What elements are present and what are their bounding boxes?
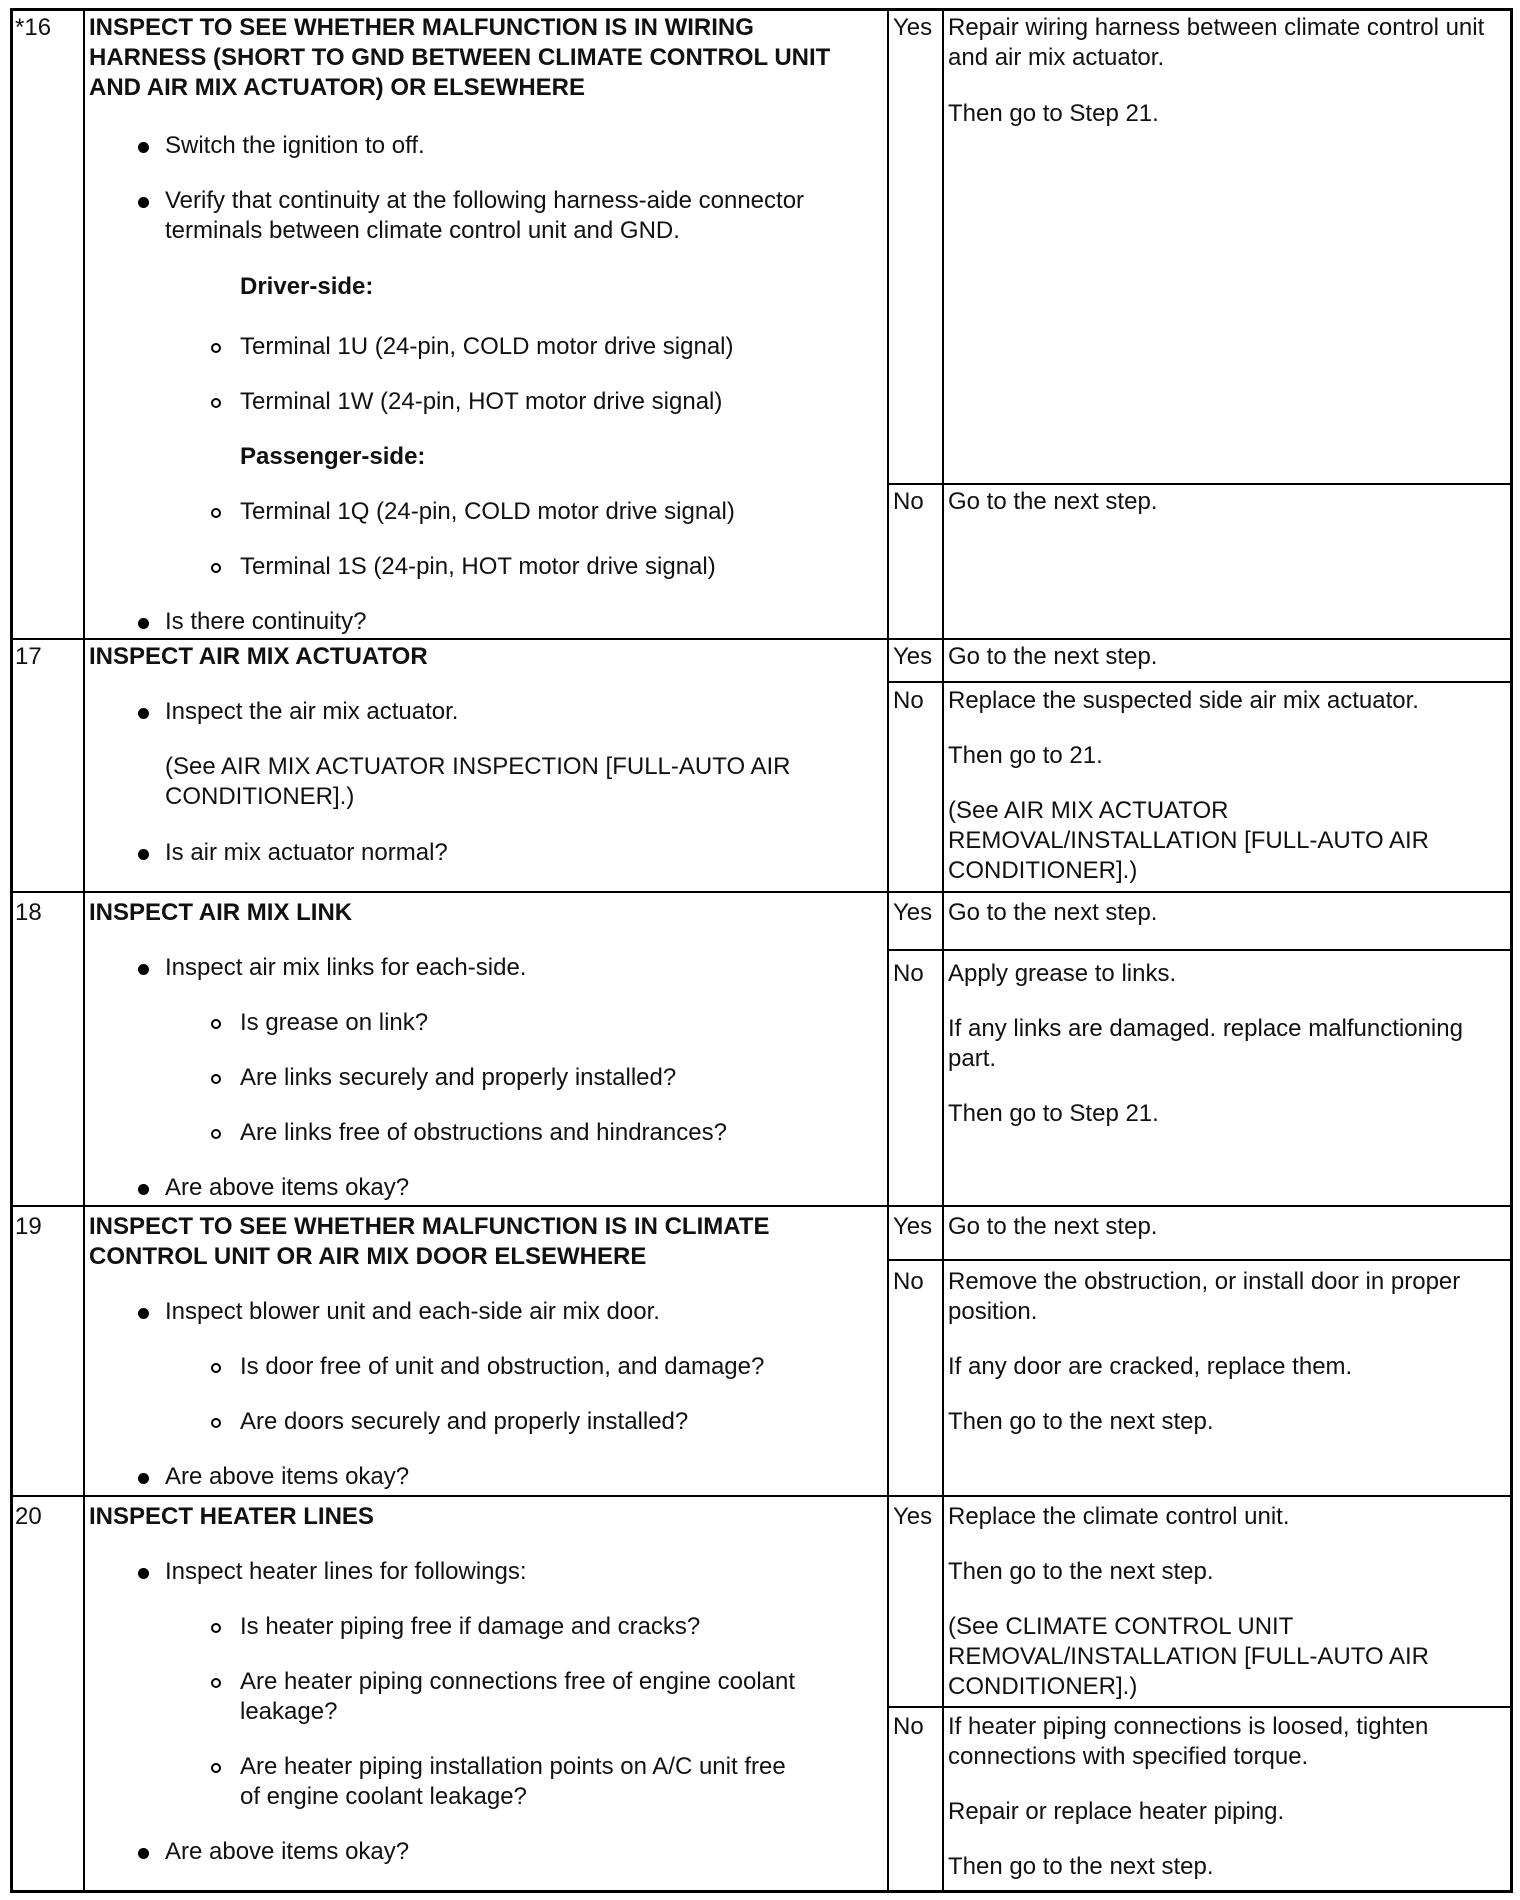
- bullet-icon: [138, 849, 149, 860]
- circle-bullet-icon: [211, 1074, 221, 1084]
- no-action: Remove the obstruction, or install door in proper: [948, 1268, 1461, 1295]
- bullet-icon: [138, 618, 149, 629]
- no-label: No: [893, 488, 924, 515]
- circle-bullet-icon: [211, 1418, 221, 1428]
- step-title: INSPECT AIR MIX ACTUATOR: [89, 643, 428, 670]
- step-number: 17: [15, 643, 42, 670]
- check-item: Are heater piping installation points on A/C unit free: [240, 1753, 786, 1780]
- no-action: Then go to the next step.: [948, 1408, 1214, 1435]
- yes-reference: CONDITIONER].): [948, 1673, 1138, 1700]
- check-item: Is door free of unit and obstruction, and damage?: [240, 1353, 765, 1380]
- instruction: Verify that continuity at the following harness-aide connector: [165, 187, 805, 214]
- troubleshooting-table: [10, 8, 1513, 1893]
- bullet-icon: [138, 1473, 149, 1484]
- question: Is there continuity?: [165, 608, 367, 635]
- yes-action: Go to the next step.: [948, 643, 1158, 670]
- row-divider: [13, 1495, 1510, 1497]
- bullet-icon: [138, 197, 149, 208]
- circle-bullet-icon: [211, 1623, 221, 1633]
- check-item: leakage?: [240, 1698, 338, 1725]
- no-reference: (See AIR MIX ACTUATOR: [948, 797, 1229, 824]
- yes-label: Yes: [893, 899, 933, 926]
- circle-bullet-icon: [211, 1678, 221, 1688]
- instruction: Inspect air mix links for each-side.: [165, 954, 527, 981]
- yes-action: Then go to the next step.: [948, 1558, 1214, 1585]
- no-action: Replace the suspected side air mix actuator.: [948, 687, 1419, 714]
- step-number: *16: [15, 14, 52, 41]
- yes-action: Repair wiring harness between climate control unit: [948, 14, 1485, 41]
- step-title: INSPECT HEATER LINES: [89, 1503, 374, 1530]
- step-title: INSPECT TO SEE WHETHER MALFUNCTION IS IN WIRING: [89, 14, 754, 41]
- instruction: Inspect heater lines for followings:: [165, 1558, 527, 1585]
- terminal-item: Terminal 1Q (24-pin, COLD motor drive signal): [240, 498, 735, 525]
- no-action: Apply grease to links.: [948, 960, 1177, 987]
- circle-bullet-icon: [211, 398, 221, 408]
- row-divider: [13, 638, 1510, 640]
- check-item: Are doors securely and properly installed?: [240, 1408, 689, 1435]
- check-item: Is grease on link?: [240, 1009, 429, 1036]
- circle-bullet-icon: [211, 343, 221, 353]
- step-number: 18: [15, 899, 42, 926]
- no-label: No: [893, 1268, 924, 1295]
- group-label: Driver-side:: [240, 273, 374, 300]
- no-action: If any links are damaged. replace malfunctioning: [948, 1015, 1463, 1042]
- step-number: 20: [15, 1503, 42, 1530]
- no-action: Then go to 21.: [948, 742, 1103, 769]
- no-action: connections with specified torque.: [948, 1743, 1309, 1770]
- no-label: No: [893, 687, 924, 714]
- yes-no-divider: [887, 949, 1510, 951]
- yes-label: Yes: [893, 643, 933, 670]
- terminal-item: Terminal 1S (24-pin, HOT motor drive signal): [240, 553, 716, 580]
- reference: (See AIR MIX ACTUATOR INSPECTION [FULL-AUTO AIR: [165, 753, 791, 780]
- yes-no-divider: [887, 483, 1510, 485]
- step-title: CONTROL UNIT OR AIR MIX DOOR ELSEWHERE: [89, 1243, 647, 1270]
- bullet-icon: [138, 1848, 149, 1859]
- circle-bullet-icon: [211, 1363, 221, 1373]
- check-item: Are links free of obstructions and hindrances?: [240, 1119, 727, 1146]
- circle-bullet-icon: [211, 1129, 221, 1139]
- row-divider: [13, 1205, 1510, 1207]
- yes-reference: REMOVAL/INSTALLATION [FULL-AUTO AIR: [948, 1643, 1429, 1670]
- no-reference: CONDITIONER].): [948, 857, 1138, 884]
- yes-action: Replace the climate control unit.: [948, 1503, 1290, 1530]
- bullet-icon: [138, 964, 149, 975]
- yes-label: Yes: [893, 14, 933, 41]
- reference: CONDITIONER].): [165, 783, 355, 810]
- check-item: Are links securely and properly installed?: [240, 1064, 677, 1091]
- circle-bullet-icon: [211, 1019, 221, 1029]
- check-item: of engine coolant leakage?: [240, 1783, 527, 1810]
- step-title: INSPECT TO SEE WHETHER MALFUNCTION IS IN CLIMATE: [89, 1213, 770, 1240]
- question: Are above items okay?: [165, 1174, 410, 1201]
- step-title: HARNESS (SHORT TO GND BETWEEN CLIMATE CONTROL UNIT: [89, 44, 831, 71]
- yes-no-divider: [887, 1706, 1510, 1708]
- group-label: Passenger-side:: [240, 443, 426, 470]
- bullet-icon: [138, 1568, 149, 1579]
- no-reference: REMOVAL/INSTALLATION [FULL-AUTO AIR: [948, 827, 1429, 854]
- no-label: No: [893, 1713, 924, 1740]
- yes-no-divider: [887, 1259, 1510, 1261]
- yes-action: and air mix actuator.: [948, 44, 1165, 71]
- no-action: Then go to Step 21.: [948, 1100, 1159, 1127]
- step-title: INSPECT AIR MIX LINK: [89, 899, 353, 926]
- yes-action: Go to the next step.: [948, 1213, 1158, 1240]
- circle-bullet-icon: [211, 508, 221, 518]
- question: Is air mix actuator normal?: [165, 839, 448, 866]
- circle-bullet-icon: [211, 1763, 221, 1773]
- yes-action: Go to the next step.: [948, 899, 1158, 926]
- row-divider: [13, 891, 1510, 893]
- check-item: Is heater piping free if damage and cracks?: [240, 1613, 701, 1640]
- instruction: Inspect blower unit and each-side air mix door.: [165, 1298, 660, 1325]
- no-action: Go to the next step.: [948, 488, 1158, 515]
- yes-action: Then go to Step 21.: [948, 100, 1159, 127]
- question: Are above items okay?: [165, 1463, 410, 1490]
- instruction: Switch the ignition to off.: [165, 132, 425, 159]
- bullet-icon: [138, 142, 149, 153]
- terminal-item: Terminal 1W (24-pin, HOT motor drive signal): [240, 388, 723, 415]
- circle-bullet-icon: [211, 563, 221, 573]
- instruction: Inspect the air mix actuator.: [165, 698, 459, 725]
- no-action: part.: [948, 1045, 997, 1072]
- no-action: position.: [948, 1298, 1038, 1325]
- step-number: 19: [15, 1213, 42, 1240]
- yes-reference: (See CLIMATE CONTROL UNIT: [948, 1613, 1294, 1640]
- terminal-item: Terminal 1U (24-pin, COLD motor drive signal): [240, 333, 734, 360]
- no-label: No: [893, 960, 924, 987]
- no-action: If heater piping connections is loosed, tighten: [948, 1713, 1429, 1740]
- bullet-icon: [138, 1308, 149, 1319]
- yes-label: Yes: [893, 1213, 933, 1240]
- no-action: If any door are cracked, replace them.: [948, 1353, 1353, 1380]
- yes-no-divider: [887, 681, 1510, 683]
- instruction: terminals between climate control unit and GND.: [165, 217, 680, 244]
- no-action: Repair or replace heater piping.: [948, 1798, 1285, 1825]
- col-divider-number: [83, 11, 85, 1890]
- yes-label: Yes: [893, 1503, 933, 1530]
- check-item: Are heater piping connections free of engine coolant: [240, 1668, 796, 1695]
- step-title: AND AIR MIX ACTUATOR) OR ELSEWHERE: [89, 74, 585, 101]
- bullet-icon: [138, 1184, 149, 1195]
- no-action: Then go to the next step.: [948, 1853, 1214, 1880]
- question: Are above items okay?: [165, 1838, 410, 1865]
- bullet-icon: [138, 708, 149, 719]
